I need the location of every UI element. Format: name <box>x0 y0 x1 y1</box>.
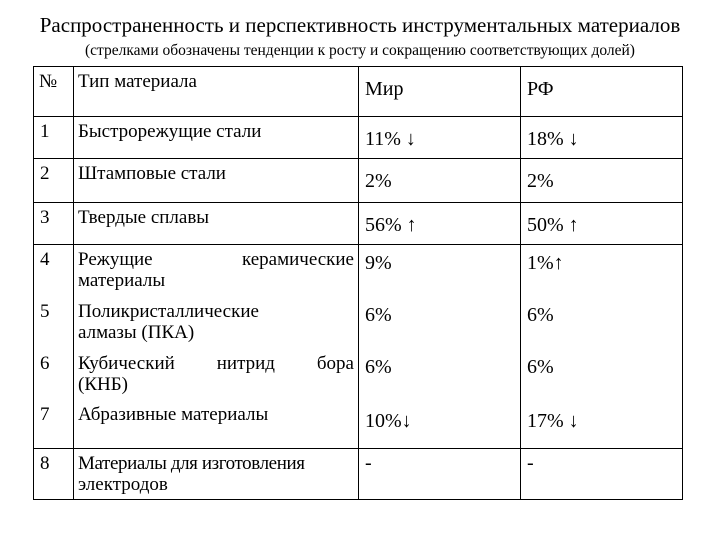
table-row <box>34 117 683 159</box>
material-type-line: электродов <box>78 474 168 495</box>
row-number: 5 <box>40 301 50 322</box>
table-row-group <box>34 245 683 449</box>
table-row <box>34 449 683 500</box>
row-material-type: Штамповые стали <box>78 163 226 184</box>
material-type-line: алмазы (ПКА) <box>78 322 195 343</box>
row-number: 1 <box>40 121 50 142</box>
material-type-line: Режущие керамические <box>78 249 354 270</box>
row-rf-share: 6% <box>527 356 554 378</box>
row-world-share: 6% <box>365 356 392 378</box>
material-type-line: Кубический нитрид бора <box>78 353 354 374</box>
row-number: 6 <box>40 353 50 374</box>
header-world: Мир <box>365 78 404 100</box>
table-header-row <box>34 67 683 117</box>
row-material-type <box>78 249 354 291</box>
row-rf-share: 2% <box>527 170 554 192</box>
header-rf: РФ <box>527 78 554 100</box>
row-material-type <box>78 301 354 343</box>
material-type-line: Поликристаллические <box>78 301 259 322</box>
row-rf-share: 50% ↑ <box>527 214 579 236</box>
table-row <box>34 203 683 245</box>
page-subtitle: (стрелками обозначены тенденции к росту и сокращению соответствующих долей) <box>85 42 635 59</box>
row-rf-share: 1%↑ <box>527 252 564 274</box>
row-number: 3 <box>40 207 50 228</box>
row-world-share: 2% <box>365 170 392 192</box>
row-rf-share: 6% <box>527 304 554 326</box>
materials-table <box>33 66 683 500</box>
table-row <box>34 159 683 203</box>
row-world-share: 56% ↑ <box>365 214 417 236</box>
row-number: 4 <box>40 249 50 270</box>
row-world-share: - <box>365 452 372 474</box>
row-rf-share: 18% ↓ <box>527 128 579 150</box>
header-material-type: Тип материала <box>78 71 197 92</box>
header-number: № <box>39 71 58 92</box>
row-number: 7 <box>40 404 50 425</box>
row-world-share: 6% <box>365 304 392 326</box>
row-world-share: 10%↓ <box>365 410 412 432</box>
material-type-line: (КНБ) <box>78 374 128 395</box>
row-material-type: Твердые сплавы <box>78 207 210 228</box>
row-number: 8 <box>40 453 50 474</box>
material-type-line: Материалы для изготовления <box>78 453 305 474</box>
row-number: 2 <box>40 163 50 184</box>
row-rf-share: - <box>527 452 534 474</box>
page-title: Распространенность и перспективность инструментальных материалов <box>39 13 681 37</box>
row-rf-share: 17% ↓ <box>527 410 579 432</box>
row-material-type: Абразивные материалы <box>78 404 269 425</box>
row-world-share: 9% <box>365 252 392 274</box>
row-material-type: Быстрорежущие стали <box>78 121 262 142</box>
material-type-line: материалы <box>78 270 166 291</box>
row-world-share: 11% ↓ <box>365 128 416 150</box>
row-material-type <box>78 353 354 395</box>
